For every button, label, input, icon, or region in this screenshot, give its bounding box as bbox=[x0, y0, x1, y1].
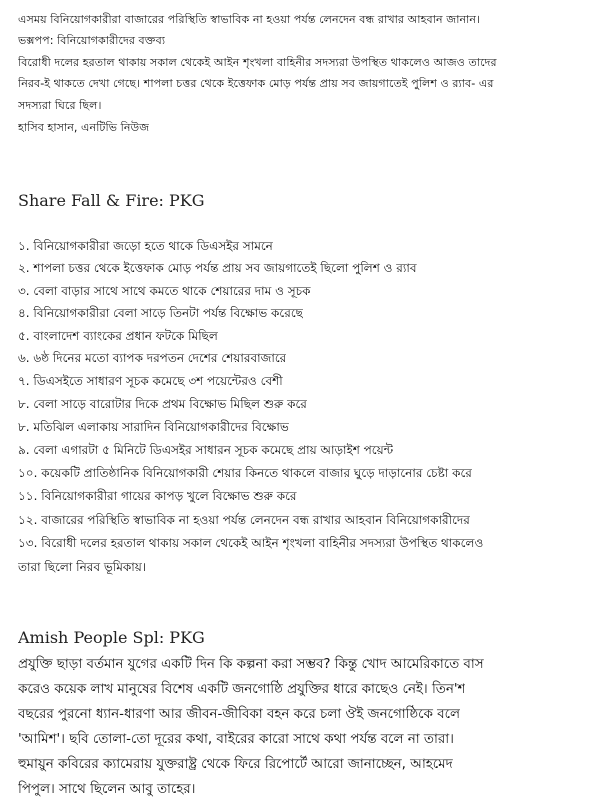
paragraph-line: হুমায়ুন কবিরের ক্যামেরায় যুক্তরাষ্ট্র থেকে ফিরে রিপোর্টে আরো জানাচ্ছেন, আহমেদ bbox=[18, 757, 453, 772]
list-item: ৪. বিনিয়োগকারীরা বেলা সাড়ে তিনটা পর্যন্ত বিক্ষোভ করেছে bbox=[18, 306, 303, 320]
list-item: ১১. বিনিয়োগকারীরা গায়ের কাপড় খুলে বিক্ষোভ শুরু করে bbox=[18, 489, 297, 503]
intro-line: ভক্সপপ: বিনিয়োগকারীদের বক্তব্য bbox=[18, 34, 166, 47]
list-item: ৭. ডিএসইতে সাধারণ সূচক কমেছে ৩শ পয়েন্টেরও বেশী bbox=[18, 374, 283, 388]
paragraph-line: করেও কয়েক লাখ মানুষের বিশেষ একটি জনগোষ্ঠি প্রযুক্তির ধারে কাছেও নেই। তিন'শ bbox=[18, 682, 466, 697]
list-item: ১২. বাজারের পরিস্থিতি স্বাভাবিক না হওয়া পর্যন্ত লেনদেন বন্ধ রাখার আহবান বিনিয়োগকারীদের bbox=[18, 513, 470, 527]
list-item: ১০. কয়েকটি প্রাতিষ্ঠানিক বিনিয়োগকারী শেয়ার কিনতে থাকলে বাজার ঘুড়ে দাড়ানোর চেষ্টা করে bbox=[18, 466, 472, 480]
intro-line: এসময় বিনিয়োগকারীরা বাজারের পরিস্থিতি স্বাভাবিক না হওয়া পর্যন্ত লেনদেন বন্ধ রাখার আহবান জানান। bbox=[18, 13, 481, 26]
list-item: ৯. বেলা এগারটা ৫ মিনিটে ডিএসইর সাধারন সূচক কমেছে প্রায় আড়াইশ পয়েন্ট bbox=[18, 443, 394, 457]
intro-line: সদস্যরা ঘিরে ছিল। bbox=[18, 99, 102, 112]
paragraph-line: প্রযুক্তি ছাড়া বর্তমান যুগের একটি দিন কি কল্পনা করা সম্ভব? কিন্তু খোদ আমেরিকাতে বাস bbox=[18, 657, 484, 672]
list-item: ৮. বেলা সাড়ে বারোটার দিকে প্রথম বিক্ষোভ মিছিল শুরু করে bbox=[18, 397, 307, 411]
section-heading-amish: Amish People Spl: PKG bbox=[18, 628, 205, 647]
paragraph-line: পিপুল। সাথে ছিলেন আবু তাহের। bbox=[18, 782, 196, 797]
list-item: ৮. মতিঝিল এলাকায় সারাদিন বিনিয়োগকারীদের বিক্ষোভ bbox=[18, 420, 289, 434]
list-item: ৬. ৬ষ্ঠ দিনের মতো ব্যাপক দরপতন দেশের শেয়ারবাজারে bbox=[18, 351, 287, 365]
list-item: ১. বিনিয়োগকারীরা জড়ো হতে থাকে ডিএসইর সামনে bbox=[18, 239, 273, 253]
intro-line: নিরব-ই থাকতে দেখা গেছে। শাপলা চত্তর থেকে ইত্তেফাক মোড় পর্যন্ত প্রায় সব জায়গাতেই পুলিশ ও র‍্যাব- এর bbox=[18, 77, 494, 90]
list-item: তারা ছিলো নিরব ভূমিকায়। bbox=[18, 560, 147, 574]
list-item: ৩. বেলা বাড়ার সাথে সাথে কমতে থাকে শেয়ারের দাম ও সূচক bbox=[18, 284, 311, 298]
list-item: ২. শাপলা চত্তর থেকে ইত্তেফাক মোড় পর্যন্ত প্রায় সব জায়গাতেই ছিলো পুলিশ ও র‍্যাব bbox=[18, 261, 417, 275]
paragraph-line: বছরের পুরনো ধ্যান-ধারণা আর জীবন-জীবিকা বহন করে চলা ঔই জনগোষ্ঠিকে বলে bbox=[18, 707, 460, 722]
list-item: ৫. বাংলাদেশ ব্যাংকের প্রধান ফটকে মিছিল bbox=[18, 329, 218, 343]
intro-line: হাসিব হাসান, এনটিভি নিউজ bbox=[18, 121, 150, 134]
intro-line: বিরোধী দলের হরতাল থাকায় সকাল থেকেই আইন শৃংখলা বাহিনীর সদস্যরা উপস্থিত থাকলেও আজও তাদের bbox=[18, 56, 497, 69]
list-item: ১৩. বিরোধী দলের হরতাল থাকায় সকাল থেকেই আইন শৃংখলা বাহিনীর সদস্যরা উপস্থিত থাকলেও bbox=[18, 536, 484, 550]
section-heading-share: Share Fall & Fire: PKG bbox=[18, 191, 205, 210]
paragraph-line: 'আমিশ'। ছবি তোলা-তো দূরের কথা, বাইরের কারো সাথে কথা পর্যন্ত বলে না তারা। bbox=[18, 732, 454, 747]
